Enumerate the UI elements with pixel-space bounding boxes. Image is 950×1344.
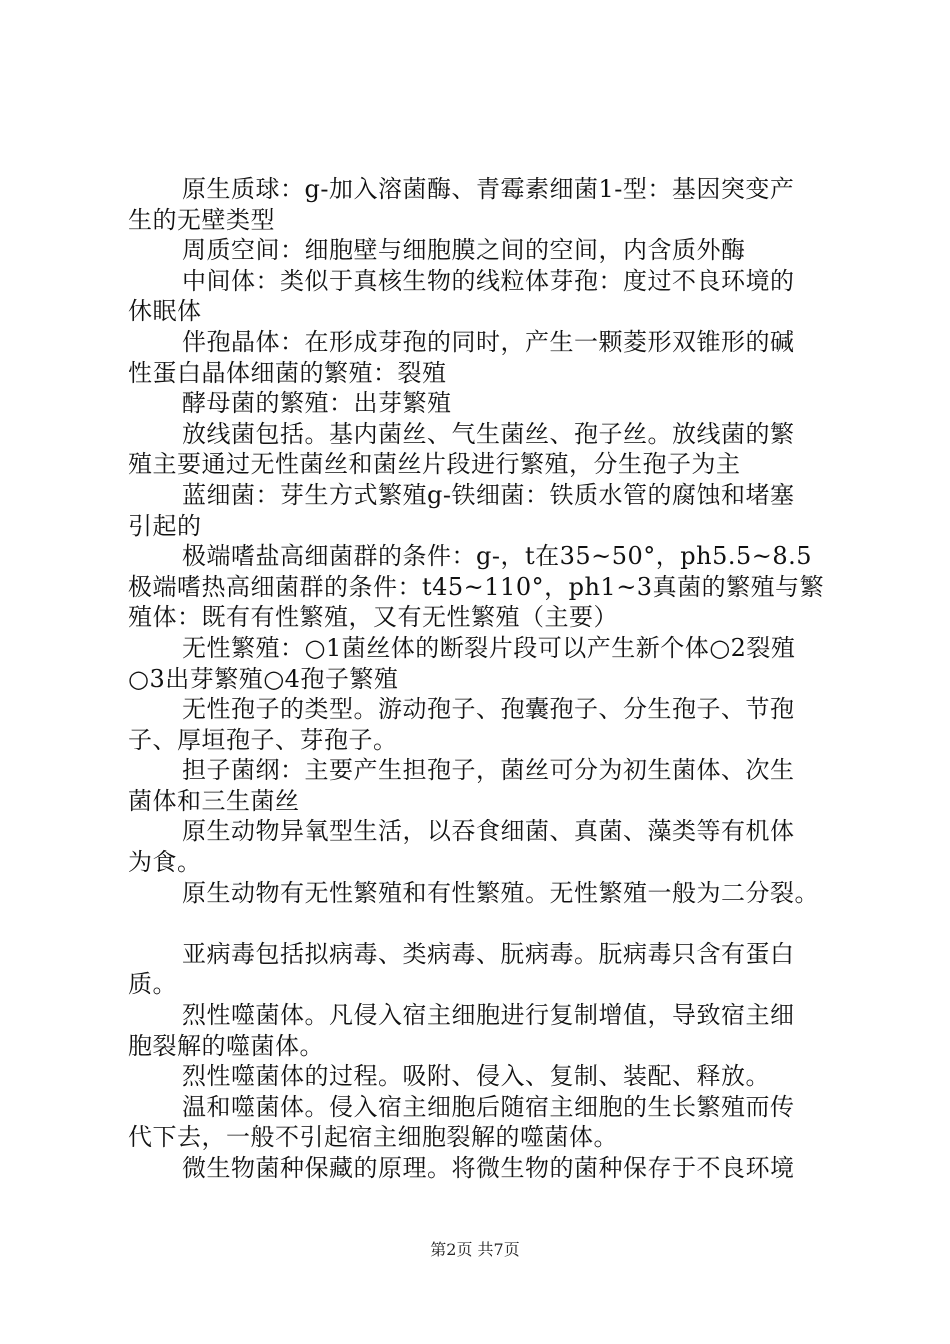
text-line: 烈性噬菌体的过程。吸附、侵入、复制、装配、释放。 [182, 1062, 770, 1091]
text-line: 担子菌纲：主要产生担孢子，菌丝可分为初生菌体、次生 [182, 756, 795, 785]
text-line: ○3出芽繁殖○4孢子繁殖 [128, 664, 399, 693]
text-line: 为食。 [128, 848, 202, 877]
text-line: 蓝细菌：芽生方式繁殖g-铁细菌：铁质水管的腐蚀和堵塞 [182, 480, 795, 509]
text-line: 引起的 [128, 511, 202, 540]
blank-line [128, 908, 858, 939]
text-line: 原生动物有无性繁殖和有性繁殖。无性繁殖一般为二分裂。 [182, 878, 819, 907]
text-line: 菌体和三生菌丝 [128, 786, 300, 815]
text-line: 无性孢子的类型。游动孢子、孢囊孢子、分生孢子、节孢 [182, 695, 795, 724]
text-line: 代下去，一般不引起宿主细胞裂解的噬菌体。 [128, 1123, 618, 1152]
text-line: 极端嗜热高细菌群的条件：t45~110°，ph1~3真菌的繁殖与繁 [128, 572, 825, 601]
text-line: 胞裂解的噬菌体。 [128, 1031, 324, 1060]
text-line: 无性繁殖：○1菌丝体的断裂片段可以产生新个体○2裂殖 [182, 633, 796, 662]
text-line: 殖体：既有有性繁殖，又有无性繁殖（主要） [128, 603, 618, 632]
text-line: 子、厚垣孢子、芽孢子。 [128, 725, 398, 754]
text-line: 质。 [128, 970, 177, 999]
text-line: 原生质球：g-加入溶菌酶、青霉素细菌1-型：基因突变产 [182, 175, 795, 203]
text-line: 中间体：类似于真核生物的线粒体芽孢：度过不良环境的 [182, 266, 795, 295]
text-line: 性蛋白晶体细菌的繁殖：裂殖 [128, 358, 447, 387]
text-line: 烈性噬菌体。凡侵入宿主细胞进行复制增值，导致宿主细 [182, 1001, 795, 1030]
page-number-footer: 第2页 共7页 [430, 1240, 520, 1259]
text-line: 殖主要通过无性菌丝和菌丝片段进行繁殖，分生孢子为主 [128, 450, 741, 479]
text-line: 原生动物异氧型生活，以吞食细菌、真菌、藻类等有机体 [182, 817, 795, 846]
text-line: 生的无壁类型 [128, 205, 275, 234]
text-line: 休眠体 [128, 297, 202, 326]
text-line: 放线菌包括。基内菌丝、气生菌丝、孢子丝。放线菌的繁 [182, 419, 795, 448]
text-line: 酵母菌的繁殖：出芽繁殖 [182, 389, 452, 418]
document-body [128, 174, 858, 1184]
text-line: 微生物菌种保藏的原理。将微生物的菌种保存于不良环境 [182, 1154, 795, 1182]
text-line: 周质空间：细胞壁与细胞膜之间的空间，内含质外酶 [182, 236, 746, 265]
text-line: 温和噬菌体。侵入宿主细胞后随宿主细胞的生长繁殖而传 [182, 1092, 795, 1121]
text-line: 伴孢晶体：在形成芽孢的同时，产生一颗菱形双锥形的碱 [182, 327, 795, 356]
text-line: 亚病毒包括拟病毒、类病毒、朊病毒。朊病毒只含有蛋白 [182, 939, 795, 968]
text-line: 极端嗜盐高细菌群的条件：g-，t在35~50°，ph5.5~8.5 [182, 542, 813, 571]
